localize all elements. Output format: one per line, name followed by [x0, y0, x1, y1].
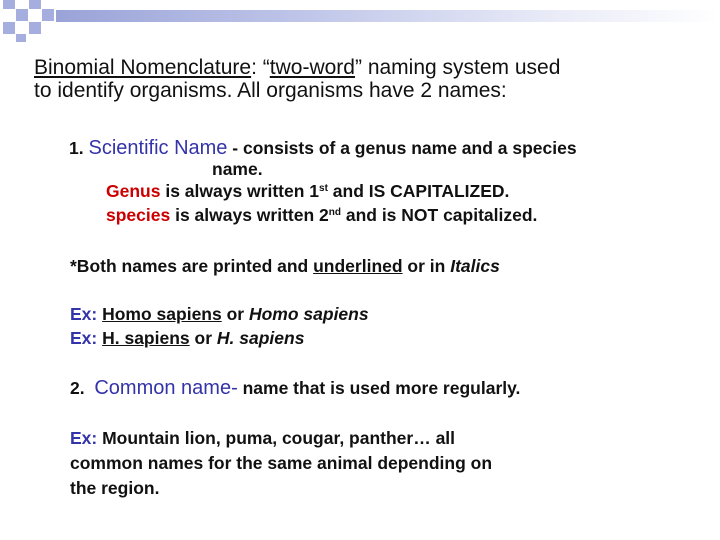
- heading-term: Binomial Nomenclature: [34, 56, 252, 79]
- common-example-line-1: Ex: Mountain lion, puma, cougar, panther… all: [70, 428, 456, 448]
- genus-word: Genus: [106, 181, 161, 201]
- heading-line-2: to identify organisms. All organisms have 2 names:: [34, 79, 507, 102]
- genus-rule: Genus is always written 1st and IS CAPITALIZED.: [106, 181, 510, 201]
- common-name-label: Common name-: [94, 377, 238, 399]
- note-line: *Both names are printed and underlined or in Italics: [70, 256, 500, 276]
- scientific-name-continuation: name.: [212, 159, 263, 179]
- common-name-line: 2. Common name- name that is used more regularly.: [70, 377, 521, 399]
- species-rule: species is always written 2nd and is NOT capitalized.: [106, 205, 538, 225]
- common-example-line-3: the region.: [70, 478, 160, 498]
- species-word: species: [106, 205, 171, 225]
- example-line: Ex: Homo sapiens or Homo sapiens: [70, 304, 369, 324]
- common-example-line-2: common names for the same animal depending on: [70, 453, 493, 473]
- scientific-name-label: Scientific Name: [88, 137, 228, 159]
- heading-line-1: Binomial Nomenclature: “two-word” naming system used: [34, 56, 561, 79]
- example-line: Ex: H. sapiens or H. sapiens: [70, 328, 305, 348]
- checker-decoration: [0, 0, 70, 44]
- scientific-name-line: 1. Scientific Name - consists of a genus name and a species: [69, 137, 577, 159]
- heading-quoted: two-word: [269, 56, 355, 79]
- header-gradient-bar: [56, 10, 720, 22]
